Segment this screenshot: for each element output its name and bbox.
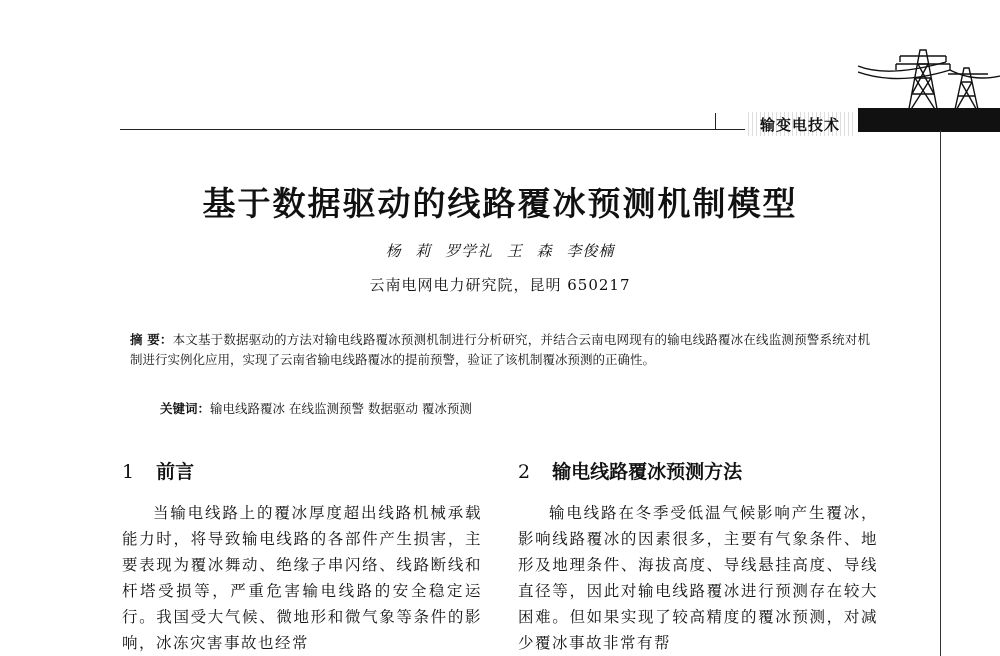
abstract-label: 摘 要： bbox=[130, 332, 173, 347]
abstract-text: 本文基于数据驱动的方法对输电线路覆冰预测机制进行分析研究，并结合云南电网现有的输电线路覆冰在线监测预警系统对机制进行实例化应用，实现了云南省输电线路覆冰的提前预警，验证了该机制覆冰预测的正确性。 bbox=[130, 332, 870, 367]
section-heading bbox=[122, 460, 194, 484]
transmission-tower-illustration bbox=[858, 42, 1000, 114]
header-rule bbox=[120, 129, 840, 130]
section-title: 前言 bbox=[156, 461, 195, 483]
section-number: 2 bbox=[518, 461, 531, 483]
section-body: 输电线路在冬季受低温气候影响产生覆冰，影响线路覆冰的因素很多，主要有气象条件、地形及地理条件、海拔高度、导线悬挂高度、导线直径等，因此对输电线路覆冰进行预测存在较大困难。但如果实现了较高精度的覆冰预测，对减少覆冰事故非常有帮 bbox=[518, 504, 878, 652]
section-heading bbox=[518, 460, 742, 484]
keywords-text: 输电线路覆冰 在线监测预警 数据驱动 覆冰预测 bbox=[210, 401, 472, 416]
section-tag-block bbox=[858, 112, 1000, 132]
keywords-label: 关键词： bbox=[160, 401, 211, 416]
section-title: 输电线路覆冰预测方法 bbox=[552, 461, 743, 483]
section-tag: 输变电技术 bbox=[745, 112, 855, 136]
tower-icon bbox=[858, 42, 1000, 114]
header-divider-tick bbox=[715, 113, 716, 129]
section-body: 当输电线路上的覆冰厚度超出线路机械承载能力时，将导致输电线路的各部件产生损害，主要表现为覆冰舞动、绝缘子串闪络、线路断线和杆塔受损等，严重危害输电线路的安全稳定运行。我国受大气候、微地形和微气象等条件的影响，冰冻灾害事故也经常 bbox=[122, 504, 482, 652]
affiliation: 云南电网电力研究院，昆明 650217 bbox=[369, 276, 631, 294]
keywords bbox=[160, 399, 860, 419]
abstract bbox=[130, 330, 870, 370]
section-number: 1 bbox=[122, 461, 135, 483]
author-list: 杨 莉 罗学礼 王 森 李俊楠 bbox=[385, 242, 615, 260]
paper-title: 基于数据驱动的线路覆冰预测机制模型 bbox=[202, 184, 798, 223]
